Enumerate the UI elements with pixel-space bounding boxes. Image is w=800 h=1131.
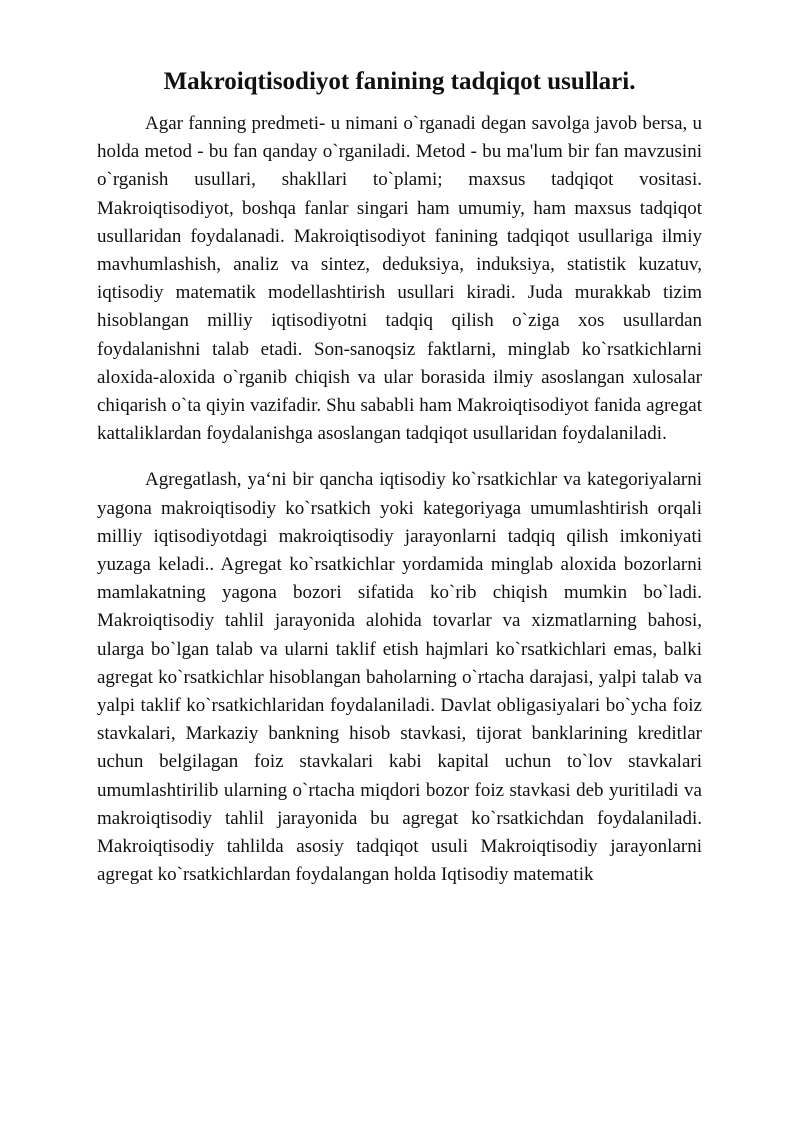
document-page	[97, 62, 702, 889]
paragraph-methods: Agar fanning predmeti- u nimani o`rganadi degan savolga javob bersa, u holda metod - bu fan qanday o`rganiladi. Metod - bu ma'lum bir fan mavzusini o`rganish usullari, shakllari to`plami; maxsus tadqiqot vositasi. Makroiqtisodiyot, boshqa fanlar singari ham umumiy, ham maxsus tadqiqot usullaridan foydalanadi. Makroiqtisodiyot fanining tadqiqot usullariga ilmiy mavhumlashish, analiz va sintez, deduksiya, induksiya, statistik kuzatuv, iqtisodiy matematik modellashtirish usullari kiradi. Juda murakkab tizim hisoblangan milliy iqtisodiyotni tadqiq qilish o`ziga xos usullardan foydalanishni talab etadi. Son-sanoqsiz faktlarni, minglab ko`rsatkichlarni aloxida-aloxida o`rganib chiqish va ular borasida ilmiy asoslangan xulosalar chiqarish o`ta qiyin vazifadir. Shu sababli ham Makroiqtisodiyot fanida agregat kattaliklardan foydalanishga asoslangan tadqiqot usullaridan foydalaniladi.	[97, 113, 702, 445]
document-title: Makroiqtisodiyot fanining tadqiqot usullari.	[163, 68, 636, 95]
paragraph-spacer	[97, 448, 702, 466]
paragraph-aggregation: Agregatlash, ya‘ni bir qancha iqtisodiy ko`rsatkichlar va kategoriyalarni yagona makroiqtisodiy ko`rsatkich yoki kategoriyaga umumlashtirish orqali milliy iqtisodiyotdagi makroiqtisodiy jarayonlarni tadqiq qilish imkoniyati yuzaga keladi.. Agregat ko`rsatkichlar yordamida minglab aloxida bozorlarni mamlakatning yagona bozori sifatida ko`rib chiqish mumkin bo`ladi. Makroiqtisodiy tahlil jarayonida alohida tovarlar va xizmatlarning bahosi, ularga bo`lgan talab va ularni taklif etish hajmlari ko`rsatkichlari emas, balki agregat ko`rsatkichlar hisoblangan baholarning o`rtacha darajasi, yalpi talab va yalpi taklif ko`rsatkichlaridan foydalaniladi. Davlat obligasiyalari bo`ycha foiz stavkalari, Markaziy bankning hisob stavkasi, tijorat banklarining kreditlar uchun belgilagan foiz stavkalari kabi kapital uchun to`lov stavkalari umumlashtirilib ularning o`rtacha miqdori bozor foiz stavkasi deb yuritiladi va makroiqtisodiy tahlil jarayonida bu agregat ko`rsatkichdan foydalaniladi. Makroiqtisodiy tahlilda asosiy tadqiqot usuli Makroiqtisodiy jarayonlarni agregat ko`rsatkichlardan foydalangan holda Iqtisodiy matematik	[97, 469, 702, 886]
